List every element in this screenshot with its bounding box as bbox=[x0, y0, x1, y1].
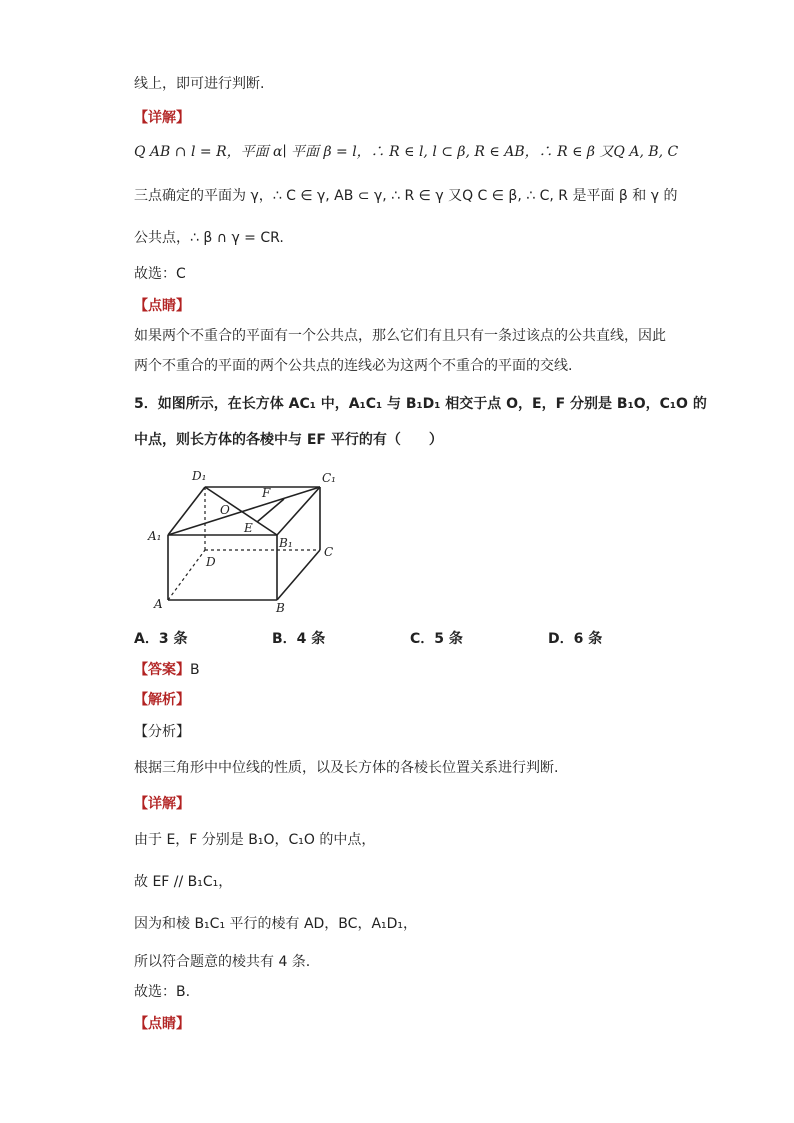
prev-line-tail: 线上，即可进行判断. bbox=[134, 76, 265, 92]
answer-line: 故选：C bbox=[134, 266, 186, 282]
label-c: C bbox=[324, 545, 334, 559]
edge-bc bbox=[277, 550, 320, 600]
comment-line-1: 如果两个不重合的平面有一个公共点，那么它们有且只有一条过该点的公共直线，因此 bbox=[134, 328, 666, 344]
option-c: C．5 条 bbox=[410, 631, 463, 647]
solution-line-5: 故选：B. bbox=[134, 984, 191, 1000]
solution-line-3: 因为和棱 B₁C₁ 平行的棱有 AD，BC，A₁D₁， bbox=[134, 916, 418, 932]
label-a1: A₁ bbox=[148, 529, 162, 543]
detail-tag: 【详解】 bbox=[134, 110, 190, 126]
label-f: F bbox=[262, 486, 271, 500]
option-a: A．3 条 bbox=[134, 631, 188, 647]
label-o: O bbox=[220, 503, 230, 517]
label-a: A bbox=[154, 597, 163, 611]
solution-line-2: 故 EF // B₁C₁， bbox=[134, 874, 233, 890]
fenxi-text: 根据三角形中中位线的性质，以及长方体的各棱长位置关系进行判断. bbox=[134, 760, 559, 776]
edge-a1d1 bbox=[168, 487, 205, 535]
detail-line-2: 三点确定的平面为 γ，∴ C ∈ γ, AB ⊂ γ, ∴ R ∈ γ 又Q C ∈ β, ∴ C, R 是平面 β 和 γ 的 bbox=[134, 188, 678, 204]
label-c1: C₁ bbox=[322, 471, 336, 485]
analysis-tag: 【解析】 bbox=[134, 692, 190, 708]
detail-line-1: Q AB ∩ l = R，平面 α∣ 平面 β = l，∴ R ∈ l, l ⊂ β, R ∈ AB，∴ R ∈ β 又Q A, B, C bbox=[134, 144, 679, 160]
answer-tag: 【答案】 bbox=[134, 662, 190, 678]
option-d: D．6 条 bbox=[548, 631, 603, 647]
solution-comment-tag: 【点睛】 bbox=[134, 1016, 190, 1032]
solution-detail-tag: 【详解】 bbox=[134, 796, 190, 812]
fenxi-tag: 【分析】 bbox=[134, 724, 190, 740]
option-b: B．4 条 bbox=[272, 631, 326, 647]
label-e: E bbox=[244, 521, 253, 535]
question-line-1: 5．如图所示，在长方体 AC₁ 中，A₁C₁ 与 B₁D₁ 相交于点 O，E，F 分别是 B₁O，C₁O 的 bbox=[134, 396, 707, 412]
edge-ad-hidden bbox=[168, 550, 205, 600]
solution-line-4: 所以符合题意的棱共有 4 条. bbox=[134, 954, 311, 970]
comment-line-2: 两个不重合的平面的两个公共点的连线必为这两个不重合的平面的交线. bbox=[134, 358, 573, 374]
label-d1: D₁ bbox=[192, 469, 207, 483]
label-b1: B₁ bbox=[279, 536, 293, 550]
label-d: D bbox=[206, 555, 216, 569]
question-line-2: 中点，则长方体的各棱中与 EF 平行的有（ ） bbox=[134, 432, 443, 448]
answer-row bbox=[134, 660, 200, 680]
detail-line-3: 公共点，∴ β ∩ γ = CR. bbox=[134, 230, 284, 246]
cuboid-figure bbox=[140, 462, 360, 622]
answer-value: B bbox=[190, 662, 200, 678]
label-b: B bbox=[276, 601, 285, 615]
comment-tag: 【点睛】 bbox=[134, 298, 190, 314]
solution-line-1: 由于 E，F 分别是 B₁O，C₁O 的中点， bbox=[134, 832, 376, 848]
